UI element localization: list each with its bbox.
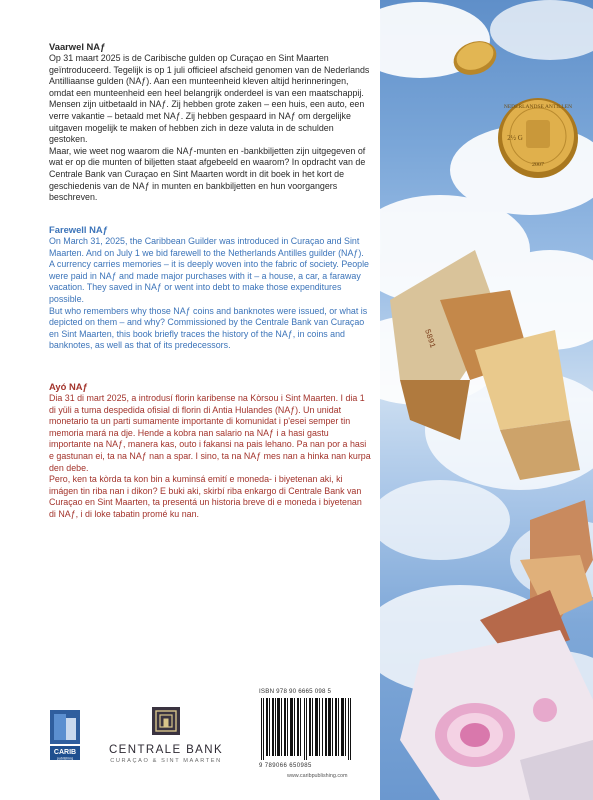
- isbn-barcode-digits: 9 789066 650985: [259, 763, 312, 769]
- centrale-bank-title: CENTRALE BANK: [108, 744, 224, 756]
- isbn-label: ISBN 978 90 6665 098 5: [259, 688, 332, 695]
- barcode-icon: [259, 698, 353, 760]
- centrale-bank-emblem-icon: [102, 707, 230, 735]
- coin-inscription: NEDERLANDSE ANTILLEN: [503, 104, 573, 110]
- papiamentu-paragraph-2: Pero, ken ta kòrda ta kon bin a kuminsá emití e moneda- i biyetenan aki, ki imágen tin riba nan i dikon? E buki aki, skirbí riba enkargo di Centrale Bank van Curaçao en Sint Maarten, ta presentá un historia breve di e moneda i biyetenan di NAƒ, i di loke tabatin promé ku nan.: [49, 474, 362, 519]
- papiamentu-body: [49, 393, 371, 521]
- dutch-paragraph-2: Maar, wie weet nog waarom die NAƒ-munten en -bankbiljetten zijn uitgegeven of wat er op die munten of biljetten staat afgebeeld en waarom? In opdracht van de Centrale Bank van Curaçao en Sint Maarten wordt in dit boek in het kort de geschiedenis van de NAƒ in munten en bankbiljetten en hun voorgangers beschreven.: [49, 145, 366, 203]
- dutch-title: Vaarwel NAƒ: [49, 41, 106, 52]
- papiamentu-title: Ayó NAƒ: [49, 381, 88, 392]
- sky-illustration: [380, 0, 593, 800]
- dutch-paragraph-1: Op 31 maart 2025 is de Caribische gulden op Curaçao en Sint Maarten geïntroduceerd. Tegelijk is op 1 juli officieel afscheid genomen van de Nederlands Antilliaanse gulden (NAƒ). Aan een munteenheid kleven altijd herinneringen, omdat een munteenheid een heel belangrijk onderdeel is van een maatschappij. Mensen zijn uitbetaald in NAƒ. Zij hebben grote zaken – een huis, een auto, een verre vakantie – betaald met NAƒ. Zij hebben gespaard in NAƒ om dergelijke uitgaven mogelijk te maken of hebben zich in deze valuta in de schulden gestoken.: [49, 53, 370, 145]
- english-title: Farewell NAƒ: [49, 224, 108, 235]
- carib-logo-text: CARIB: [53, 749, 77, 756]
- carib-publishing-logo: [48, 708, 82, 762]
- coin-year: 2007: [532, 162, 544, 168]
- cover-photo: [380, 0, 593, 800]
- english-paragraph-2: But who remembers why those NAƒ coins and banknotes were issued, or what is depicted on them – and why? Commissioned by the Centrale Bank van Curaçao en Sint Maarten, this book briefly traces the history of the NAƒ, in coins and banknotes, as well as that of its predecessors.: [49, 305, 368, 351]
- gold-coin-large: [498, 98, 578, 178]
- banknote-serial: 5891: [422, 328, 437, 350]
- carib-logo-subtext: publishing: [56, 756, 74, 761]
- section-papiamentu: [49, 381, 371, 521]
- papiamentu-paragraph-1: Dia 31 di mart 2025, a introdusí florin karibense na Kòrsou i Sint Maarten. I dia 1 di yüli a tuma despedida ofisial di florin di Antia Hulandes (NAƒ). Un unidat monetario ta un parti sumamente importante di komunidat i p'esei semper tin memoria mará na dje. Hende a kobra nan salario na NAƒ i a hasi gastu importante na NAƒ, manera kas, outo i fakansi na pais lehano. Pa nan por a hasi e gastunan ei, ta na NAƒ nan a spar. I sino, ta na NAƒ mes nan a hinka nan kurpa den debe.: [49, 393, 371, 473]
- section-dutch: [49, 41, 371, 204]
- centrale-bank-subtitle: CURAÇAO & SINT MAARTEN: [110, 758, 222, 764]
- carib-logo-icon: [48, 708, 82, 762]
- dutch-body: [49, 53, 371, 204]
- isbn-block: [259, 688, 353, 788]
- section-english: [49, 224, 371, 352]
- english-body: [49, 236, 371, 352]
- publisher-website: www.caribpublishing.com: [287, 773, 348, 779]
- english-paragraph-1: On March 31, 2025, the Caribbean Guilder was introduced in Curaçao and Sint Maarten. And on July 1 we bid farewell to the Netherlands Antilles guilder (NAƒ). A currency carries memories – it is deeply woven into the fabric of society. People were paid in NAƒ and made major purchases with it – a house, a car, a faraway vacation. They saved in NAƒ or went into debt to make those expenditures possible.: [49, 236, 369, 304]
- coin-value: 2½ G: [507, 134, 523, 142]
- centrale-bank-logo: [102, 707, 230, 764]
